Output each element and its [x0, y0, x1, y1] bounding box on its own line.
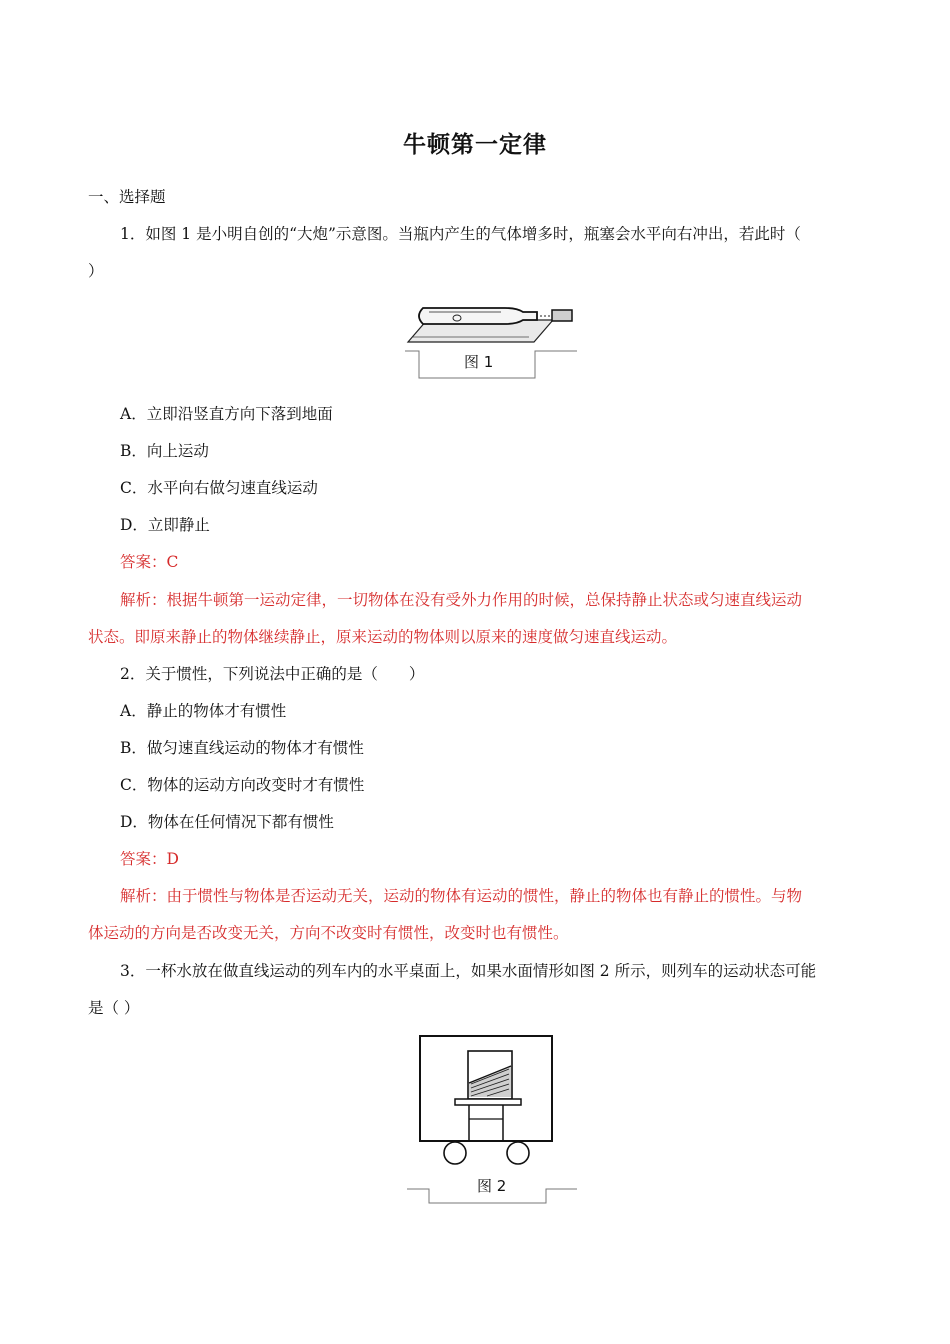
q1-stem-line2: ）	[88, 262, 104, 280]
q2-option-c: C．物体的运动方向改变时才有惯性	[120, 776, 365, 794]
q1-option-d: D．立即静止	[120, 516, 210, 534]
q1-option-c: C．水平向右做匀速直线运动	[120, 479, 318, 497]
q2-option-a: A．静止的物体才有惯性	[120, 702, 287, 720]
section-heading: 一、选择题	[88, 188, 166, 206]
q2-answer: 答案：D	[120, 850, 179, 868]
q2-analysis-line2: 体运动的方向是否改变无关，方向不改变时有惯性，改变时也有惯性。	[88, 924, 569, 942]
q3-stem-line2: 是（ ）	[88, 999, 140, 1017]
q1-answer: 答案：C	[120, 553, 179, 571]
q1-option-b: B．向上运动	[120, 442, 209, 460]
q2-option-d: D．物体在任何情况下都有惯性	[120, 813, 334, 831]
q1-stem-line1: 1．如图 1 是小明自创的“大炮”示意图。当瓶内产生的气体增多时，瓶塞会水平向右冲出，若此时（	[120, 225, 801, 243]
q3-stem-line1: 3．一杯水放在做直线运动的列车内的水平桌面上，如果水面情形如图 2 所示，则列车的运动状态可能	[120, 962, 817, 980]
q2-option-b: B．做匀速直线运动的物体才有惯性	[120, 739, 364, 757]
q2-stem: 2．关于惯性，下列说法中正确的是（ ）	[120, 665, 425, 683]
figure-2-caption: 图 2	[477, 1177, 507, 1195]
figure-1-caption: 图 1	[464, 353, 494, 371]
q1-analysis-line1: 解析：根据牛顿第一运动定律，一切物体在没有受外力作用的时候，总保持静止状态或匀速直线运动	[120, 591, 803, 609]
q2-analysis-line1: 解析：由于惯性与物体是否运动无关，运动的物体有运动的惯性，静止的物体也有静止的惯性。与物	[120, 887, 803, 905]
page-title: 牛顿第一定律	[403, 132, 547, 158]
q1-option-a: A．立即沿竖直方向下落到地面	[120, 405, 333, 423]
q1-analysis-line2: 状态。即原来静止的物体继续静止，原来运动的物体则以原来的速度做匀速直线运动。	[88, 628, 678, 646]
